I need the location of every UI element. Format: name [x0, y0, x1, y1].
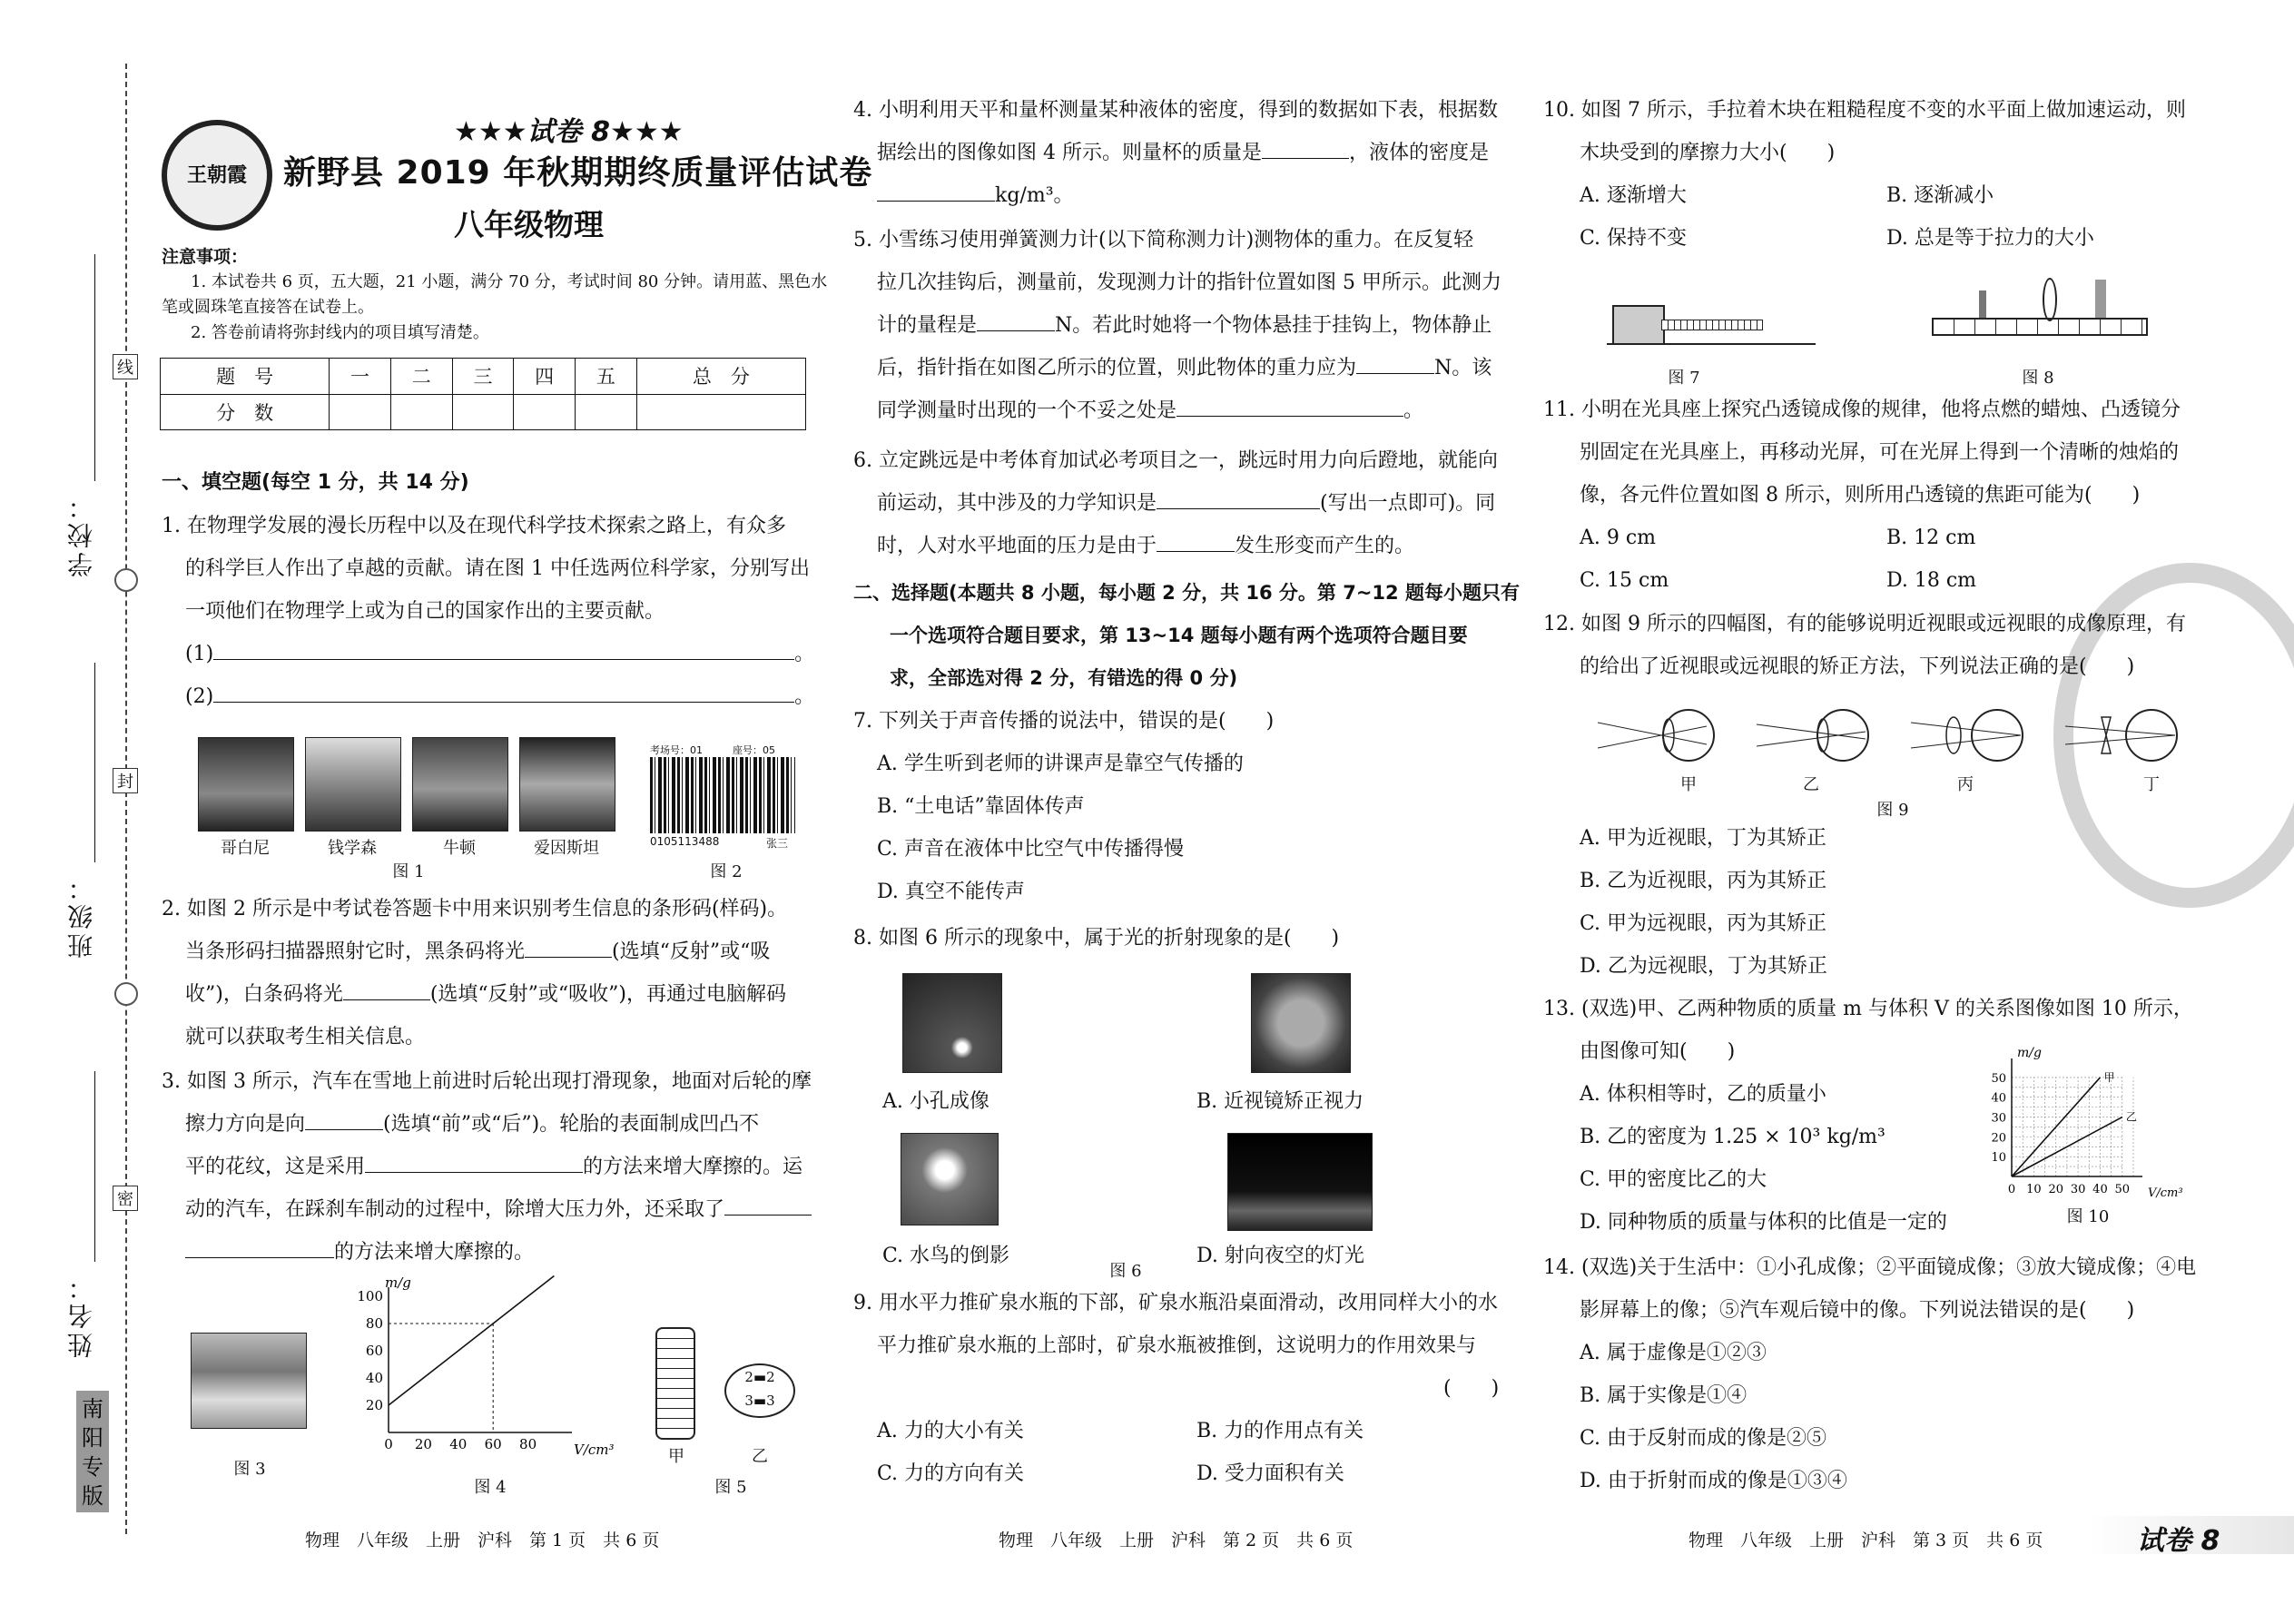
- eye-label-yi: 乙: [1803, 775, 1819, 794]
- q7-option-b[interactable]: B. “土电话”靠固体传声: [877, 795, 1085, 818]
- caption-qian-xuesen: 钱学森: [328, 839, 377, 858]
- class-label: 班级：: [66, 871, 96, 959]
- fig4-xlabel: V/cm³: [574, 1442, 615, 1458]
- score-cell: 二: [390, 359, 452, 395]
- section-2-title: 求，全部选对得 2 分，有错选的得 0 分): [890, 667, 1238, 689]
- x-tick-label: 30: [2070, 1183, 2086, 1196]
- q2-line: [185, 930, 770, 973]
- score-cell: 四: [514, 359, 576, 395]
- x-tick-label: 20: [2048, 1183, 2064, 1196]
- x-tick-label: 0: [2007, 1183, 2016, 1196]
- q5-text: 同学测量时出现的一个不妥之处是: [877, 399, 1177, 422]
- fig6-caption: 图 6: [1109, 1262, 1142, 1281]
- q10-line: 木块受到的摩擦力大小( ): [1580, 142, 1836, 164]
- score-input[interactable]: [636, 394, 805, 430]
- q10-option-a[interactable]: A. 逐渐增大: [1580, 184, 1687, 207]
- q14-option-a[interactable]: A. 属于虚像是①②③: [1580, 1342, 1767, 1364]
- q12-line: 12. 如图 9 所示的四幅图，有的能够说明近视眼或远视眼的成像原理，有: [1543, 613, 2186, 635]
- q3-line: 3. 如图 3 所示，汽车在雪地上前进时后轮出现打滑现象，地面对后轮的摩: [162, 1070, 812, 1093]
- q11-line: 11. 小明在光具座上探究凸透镜成像的规律，他将点燃的蜡烛、凸透镜分: [1543, 399, 2181, 421]
- name-blank[interactable]: [94, 1071, 95, 1262]
- q9-option-a[interactable]: A. 力的大小有关: [877, 1420, 1024, 1442]
- photo-car-on-snow: [191, 1333, 307, 1429]
- q3-line: [185, 1103, 759, 1146]
- q2-answer-1[interactable]: [525, 935, 612, 958]
- spring-scale-yi: 2▬2 3▬3: [724, 1363, 795, 1418]
- y-tick-label: 30: [1991, 1111, 2006, 1126]
- score-cell: 题 号: [161, 359, 330, 395]
- fig4-chart: [345, 1271, 617, 1471]
- q10-option-d[interactable]: D. 总是等于拉力的大小: [1886, 227, 2094, 250]
- q3-answer-3[interactable]: [724, 1193, 812, 1216]
- q12-option-a[interactable]: A. 甲为近视眼，丁为其矫正: [1580, 827, 1826, 850]
- eye-jia: [1598, 710, 1714, 761]
- q2-text: (选填“反射”或“吸: [612, 940, 771, 963]
- class-blank[interactable]: [94, 663, 95, 862]
- q12-line: 的给出了近视眼或远视眼的矫正方法，下列说法正确的是( ): [1580, 655, 2135, 678]
- note-line-1: 1. 本试卷共 6 页，五大题，21 小题，满分 70 分，考试时间 80 分钟。请用蓝、黑色水: [191, 272, 828, 291]
- fig1-caption: 图 1: [392, 862, 425, 881]
- barcode-header: 考场号：01 座号：05: [650, 744, 775, 756]
- series-label: 甲: [2103, 1070, 2115, 1084]
- y-tick-label: 40: [365, 1370, 383, 1386]
- q10-line: 10. 如图 7 所示，手拉着木块在粗糙程度不变的水平面上做加速运动，则: [1543, 99, 2186, 122]
- fig2-caption: 图 2: [710, 862, 743, 881]
- q11-line: 别固定在光具座上，再移动光屏，可在光屏上得到一个清晰的烛焰的: [1580, 441, 2180, 464]
- q1-line: 的科学巨人作出了卓越的贡献。请在图 1 中任选两位科学家，分别写出: [185, 557, 810, 580]
- score-cell: 总 分: [636, 359, 805, 395]
- page-2-footer: 物理 八年级 上册 沪科 第 2 页 共 6 页: [999, 1530, 1354, 1550]
- q4-text: ，液体的密度是: [1349, 142, 1490, 164]
- q3-text: 动的汽车，在踩刹车制动的过程中，除增大压力外，还采取了: [185, 1198, 725, 1221]
- score-cell: 三: [452, 359, 514, 395]
- binding-line: [125, 64, 127, 1534]
- q2-line: [185, 973, 786, 1016]
- q3-answer-2[interactable]: [365, 1150, 583, 1173]
- notes-title: 注意事项：: [162, 247, 249, 267]
- section-2-title: 一个选项符合题目要求，第 13~14 题每小题有两个选项符合题目要: [890, 625, 1468, 646]
- q1-sub-2-label: (2): [185, 685, 214, 708]
- score-input[interactable]: [452, 394, 514, 430]
- y-tick-label: 80: [365, 1315, 383, 1332]
- fig8-screen: [2095, 280, 2106, 318]
- eye-ding: [2065, 710, 2177, 761]
- note-line-2: 2. 答卷前请将弥封线内的项目填写清楚。: [191, 323, 489, 342]
- y-tick-label: 40: [1991, 1091, 2006, 1106]
- q5-line: [877, 347, 1492, 389]
- series-line: [389, 1324, 493, 1405]
- q4-text: kg/m³。: [995, 184, 1074, 207]
- logo: [162, 120, 272, 231]
- q13-option-d[interactable]: D. 同种物质的质量与体积的比值是一定的: [1580, 1211, 1947, 1234]
- photo-waterbird: [901, 1133, 999, 1225]
- q2-line: 就可以获取考生相关信息。: [185, 1026, 426, 1048]
- q8-option-c[interactable]: C. 水鸟的倒影: [882, 1245, 1010, 1267]
- x-tick-label: 50: [2114, 1183, 2131, 1196]
- fig8-candle: [1979, 290, 1986, 318]
- q1-line: 1. 在物理学发展的漫长历程中以及在现代科学技术探索之路上，有众多: [162, 515, 786, 537]
- caption-einstein: 爱因斯坦: [534, 839, 599, 858]
- q3-line: [185, 1146, 802, 1188]
- note-line-1b: 笔或圆珠笔直接答在试卷上。: [162, 298, 374, 317]
- eye-label-jia: 甲: [1680, 775, 1697, 794]
- q5-text: 后，指针指在如图乙所示的位置，则此物体的重力应为: [877, 357, 1357, 379]
- corner-paper-number: 试卷 8: [2137, 1525, 2220, 1557]
- fig7-spring-scale: [1661, 320, 1763, 330]
- seal-mark-feng: 封: [113, 768, 138, 793]
- score-cell: 五: [576, 359, 637, 395]
- fig10-xlabel: V/cm³: [2148, 1186, 2183, 1200]
- photo-pinhole: [902, 973, 1002, 1073]
- q13-option-a[interactable]: A. 体积相等时，乙的质量小: [1580, 1083, 1826, 1106]
- seal-mark-xian: 线: [113, 354, 138, 379]
- x-tick-label: 40: [449, 1436, 468, 1452]
- q5-answer-2[interactable]: [1356, 351, 1434, 374]
- school-label: 学校：: [66, 490, 96, 577]
- photo-copernicus: [198, 737, 294, 832]
- series-label: 乙: [2125, 1110, 2137, 1124]
- binding-hole-icon: [114, 982, 138, 1006]
- q4-line: 4. 小明利用天平和量杯测量某种液体的密度，得到的数据如下表，根据数: [853, 99, 1498, 122]
- q7-stem: 7. 下列关于声音传播的说法中，错误的是( ): [853, 710, 1275, 733]
- q5-line: 拉几次挂钩后，测量前，发现测力计的指针位置如图 5 甲所示。此测力: [877, 271, 1501, 294]
- score-cell: 分 数: [161, 394, 330, 430]
- q5-text: N。该: [1434, 357, 1492, 379]
- score-value-row: [161, 394, 806, 430]
- y-tick-label: 50: [1991, 1071, 2006, 1086]
- q7-option-d[interactable]: D. 真空不能传声: [877, 881, 1025, 903]
- school-blank[interactable]: [94, 254, 95, 481]
- photo-newton: [412, 737, 508, 832]
- q9-bracket[interactable]: ( ): [1443, 1377, 1500, 1400]
- spring-scale-jia: [655, 1327, 695, 1440]
- q4-line: [877, 132, 1489, 174]
- q11-option-b[interactable]: B. 12 cm: [1886, 527, 1976, 549]
- barcode-name: 张三: [766, 837, 789, 850]
- fig10-chart: [1970, 1044, 2206, 1207]
- q12-option-c[interactable]: C. 甲为远视眼，丙为其矫正: [1580, 912, 1827, 935]
- eye-label-ding: 丁: [2143, 775, 2160, 794]
- name-label: 姓名：: [66, 1271, 96, 1358]
- score-input[interactable]: [576, 394, 637, 430]
- q1-answer-2[interactable]: [213, 680, 794, 703]
- q9-option-c[interactable]: C. 力的方向有关: [877, 1462, 1025, 1485]
- q9-line: 平力推矿泉水瓶的上部时，矿泉水瓶被推倒，这说明力的作用效果与: [877, 1334, 1477, 1357]
- page-1-footer: 物理 八年级 上册 沪科 第 1 页 共 6 页: [305, 1530, 660, 1550]
- fig10-ylabel: m/g: [2017, 1046, 2042, 1060]
- photo-night-lights: [1227, 1133, 1373, 1231]
- q14-option-c[interactable]: C. 由于反射而成的像是②⑤: [1580, 1427, 1827, 1450]
- caption-copernicus: 哥白尼: [221, 839, 270, 858]
- q3-text: (选填“前”或“后”)。轮胎的表面制成凹凸不: [383, 1113, 760, 1136]
- q1-answer-1[interactable]: [213, 637, 794, 660]
- q6-line: [877, 482, 1495, 525]
- q12-option-d[interactable]: D. 乙为远视眼，丁为其矫正: [1580, 955, 1827, 978]
- q3-line: [185, 1231, 534, 1274]
- x-tick-label: 20: [414, 1436, 432, 1452]
- y-tick-label: 100: [357, 1288, 383, 1304]
- eye-label-bing: 丙: [1957, 775, 1974, 794]
- x-tick-label: 80: [519, 1436, 537, 1452]
- logo-text: 王朝霞: [186, 163, 247, 187]
- fig7-caption: 图 7: [1668, 369, 1700, 388]
- y-tick-label: 20: [1991, 1131, 2006, 1146]
- q3-text: 擦力方向是向: [185, 1113, 306, 1136]
- score-input[interactable]: [514, 394, 576, 430]
- barcode-number: 0105113488: [650, 835, 720, 848]
- q2-answer-2[interactable]: [343, 978, 430, 1000]
- score-input[interactable]: [330, 394, 391, 430]
- subject-title: 八年级物理: [454, 207, 604, 242]
- q5-answer-1[interactable]: [977, 309, 1055, 331]
- q5-text: 。: [1403, 399, 1424, 422]
- q7-option-a[interactable]: A. 学生听到老师的讲课声是靠空气传播的: [877, 753, 1244, 775]
- q8-option-b[interactable]: B. 近视镜矫正视力: [1196, 1090, 1364, 1113]
- q3-text: 的方法来增大摩擦的。运: [583, 1156, 803, 1178]
- series-line: [493, 1276, 554, 1324]
- q4-line: [877, 174, 1074, 217]
- fig8-caption: 图 8: [2022, 369, 2054, 388]
- edition-badge: 南阳专版: [76, 1391, 109, 1512]
- score-header-row: [161, 359, 806, 395]
- q2-line: 2. 如图 2 所示是中考试卷答题卡中用来识别考生信息的条形码(样码)。: [162, 898, 788, 920]
- q14-line: 14. (双选)关于生活中：①小孔成像；②平面镜成像；③放大镜成像；④电: [1543, 1256, 2197, 1279]
- photo-einstein: [519, 737, 615, 832]
- q13-option-c[interactable]: C. 甲的密度比乙的大: [1580, 1168, 1767, 1191]
- q13-line: 由图像可知( ): [1580, 1040, 1736, 1063]
- q3-line: [185, 1188, 812, 1231]
- fig9-caption: 图 9: [1876, 801, 1909, 820]
- q8-option-d[interactable]: D. 射向夜空的灯光: [1196, 1245, 1364, 1267]
- fig7-block: [1612, 305, 1665, 345]
- q3-text: 的方法来增大摩擦的。: [334, 1241, 535, 1264]
- q13-line: 13. (双选)甲、乙两种物质的质量 m 与体积 V 的关系图像如图 10 所示，: [1543, 998, 2193, 1020]
- fig8-lens: [2043, 278, 2057, 321]
- q1-sub-1: (1) 。: [185, 633, 814, 675]
- q9-option-b[interactable]: B. 力的作用点有关: [1196, 1420, 1364, 1442]
- q5-text: N。若此时她将一个物体悬挂于挂钩上，物体静止: [1055, 314, 1492, 337]
- fig3-caption: 图 3: [233, 1460, 266, 1479]
- q1-sub-2: (2) 。: [185, 675, 814, 718]
- q11-option-c[interactable]: C. 15 cm: [1580, 569, 1669, 592]
- q5-line: [877, 389, 1423, 432]
- fig10-caption: 图 10: [2066, 1207, 2110, 1226]
- q5-line: 5. 小雪练习使用弹簧测力计(以下简称测力计)测物体的重力。在反复轻: [853, 229, 1474, 251]
- q3-text: 平的花纹，这是采用: [185, 1156, 366, 1178]
- eye-bing: [1911, 710, 2023, 761]
- fig5-sub-yi: 乙: [752, 1447, 768, 1466]
- photo-glasses-boy: [1251, 973, 1351, 1073]
- q5-answer-3[interactable]: [1177, 394, 1403, 417]
- q14-line: 影屏幕上的像；⑤汽车观后镜中的像。下列说法错误的是( ): [1580, 1299, 2135, 1322]
- seal-mark-mi: 密: [113, 1186, 138, 1211]
- x-tick-label: 40: [2092, 1183, 2108, 1196]
- q7-option-c[interactable]: C. 声音在液体中比空气中传播得慢: [877, 838, 1185, 861]
- section-2-title: 二、选择题(本题共 8 小题，每小题 2 分，共 16 分。第 7~12 题每小题只有: [853, 582, 1520, 604]
- q1-sub-1-label: (1): [185, 643, 214, 665]
- q11-option-d[interactable]: D. 18 cm: [1886, 569, 1977, 592]
- q10-option-b[interactable]: B. 逐渐减小: [1886, 184, 1994, 207]
- q1-line: 一项他们在物理学上或为自己的国家作出的主要贡献。: [185, 600, 665, 623]
- y-tick-label: 20: [365, 1397, 383, 1413]
- q6-line: [877, 525, 1414, 567]
- q5-text: 计的量程是: [877, 314, 978, 337]
- score-input[interactable]: [390, 394, 452, 430]
- q4-text: 据绘出的图像如图 4 所示。则量杯的质量是: [877, 142, 1262, 164]
- q6-text: 前运动，其中涉及的力学知识是: [877, 492, 1157, 515]
- score-table: [160, 358, 806, 430]
- x-tick-label: 10: [2026, 1183, 2042, 1196]
- q10-option-c[interactable]: C. 保持不变: [1580, 227, 1688, 250]
- y-tick-label: 60: [365, 1343, 383, 1359]
- fig5-caption: 图 5: [714, 1478, 747, 1497]
- q14-option-b[interactable]: B. 属于实像是①④: [1580, 1384, 1748, 1407]
- fig9-eye-diagrams: [1589, 699, 2188, 781]
- exam-title: 新野县 2019 年秋期期终质量评估试卷: [283, 154, 873, 192]
- q6-text: (写出一点即可)。同: [1320, 492, 1496, 515]
- q4-answer-2[interactable]: [877, 179, 995, 202]
- q13-option-b[interactable]: B. 乙的密度为 1.25 × 10³ kg/m³: [1580, 1126, 1885, 1148]
- q4-answer-1[interactable]: [1262, 136, 1349, 159]
- q6-line: 6. 立定跳远是中考体育加试必考项目之一，跳远时用力向后蹬地，就能向: [853, 449, 1498, 472]
- eye-yi: [1757, 710, 1868, 761]
- q12-option-b[interactable]: B. 乙为近视眼，丙为其矫正: [1580, 870, 1827, 892]
- fig4-caption: 图 4: [474, 1478, 507, 1497]
- barcode: [650, 757, 795, 833]
- paper-number: ★★★试卷 8★★★: [454, 116, 684, 148]
- binding-hole-icon: [114, 568, 138, 592]
- fig8-bench: [1932, 318, 2148, 336]
- caption-newton: 牛顿: [443, 839, 476, 858]
- x-tick-label: 0: [384, 1436, 393, 1452]
- q5-line: [877, 304, 1492, 347]
- q2-text: (选填“反射”或“吸收”)，再通过电脑解码: [429, 983, 786, 1006]
- q9-option-d[interactable]: D. 受力面积有关: [1196, 1462, 1344, 1485]
- q14-option-d[interactable]: D. 由于折射而成的像是①③④: [1580, 1470, 1847, 1492]
- x-tick-label: 60: [484, 1436, 502, 1452]
- page-3-footer: 物理 八年级 上册 沪科 第 3 页 共 6 页: [1689, 1530, 2043, 1550]
- y-tick-label: 10: [1991, 1151, 2006, 1166]
- score-cell: 一: [330, 359, 391, 395]
- q6-answer-1[interactable]: [1157, 487, 1320, 509]
- fig7-surface: [1607, 343, 1816, 345]
- q6-answer-2[interactable]: [1157, 529, 1235, 552]
- q2-text: 收”)，白条码将光: [185, 983, 343, 1006]
- section-1-title: 一、填空题(每空 1 分，共 14 分): [162, 471, 469, 494]
- fig4-ylabel: m/g: [385, 1275, 411, 1291]
- photo-qian-xuesen: [305, 737, 401, 832]
- q8-option-a[interactable]: A. 小孔成像: [882, 1090, 989, 1113]
- q3-answer-3-cont[interactable]: [185, 1235, 334, 1258]
- q11-option-a[interactable]: A. 9 cm: [1580, 527, 1657, 549]
- q9-line: 9. 用水平力推矿泉水瓶的下部，矿泉水瓶沿桌面滑动，改用同样大小的水: [853, 1292, 1498, 1314]
- q3-answer-1[interactable]: [305, 1107, 383, 1130]
- fig5-sub-jia: 甲: [668, 1447, 684, 1466]
- q6-text: 发生形变而产生的。: [1235, 535, 1415, 557]
- q11-line: 像，各元件位置如图 8 所示，则所用凸透镜的焦距可能为( ): [1580, 484, 2141, 507]
- q8-stem: 8. 如图 6 所示的现象中，属于光的折射现象的是( ): [853, 927, 1340, 950]
- q2-text: 当条形码扫描器照射它时，黑条码将光: [185, 940, 526, 963]
- q6-text: 时，人对水平地面的压力是由于: [877, 535, 1157, 557]
